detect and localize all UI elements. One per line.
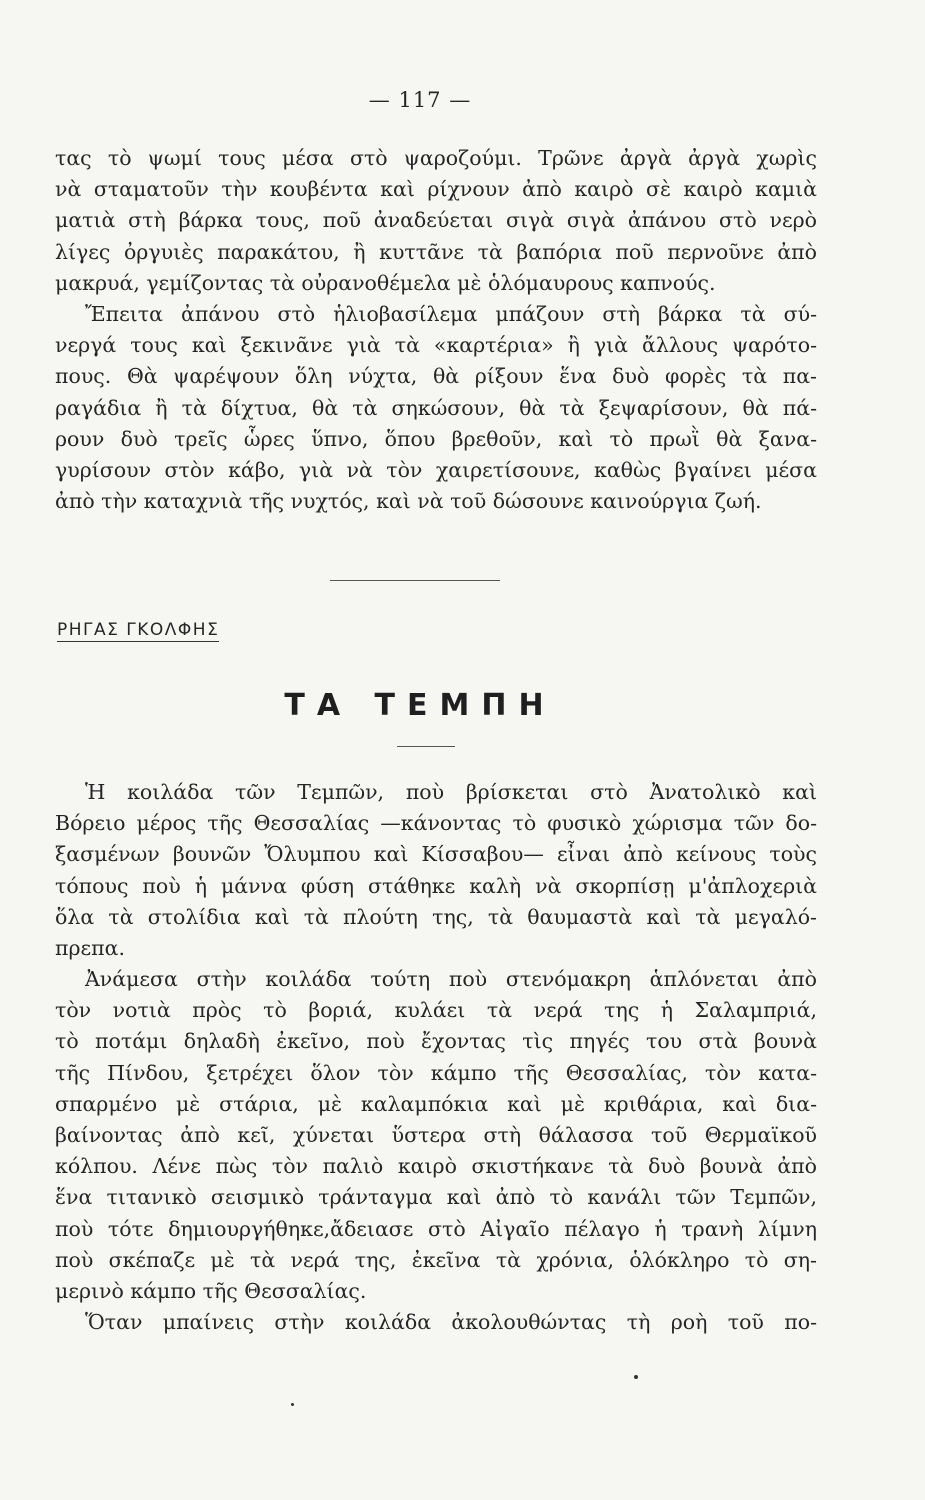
ink-speck	[291, 1403, 294, 1406]
text-line: ρουν δυὸ τρεῖς ὧρες ὕπνο, ὅπου βρεθοῦν, καὶ τὸ πρωῒ θὰ ξανα-	[55, 426, 817, 451]
article-author: ΡΗΓΑΣ ΓΚΟΛΦΗΣ	[57, 620, 220, 640]
text-line: Ἡ κοιλάδα τῶν Τεμπῶν, ποὺ βρίσκεται στὸ Ἀνατολικὸ καὶ	[85, 780, 817, 804]
continuation-paragraph	[55, 143, 817, 517]
ink-speck	[634, 1375, 638, 1379]
article-paragraph-1	[55, 777, 817, 964]
text-line: ἀπὸ τὴν καταχνιὰ τῆς νυχτός, καὶ νὰ τοῦ δώσουνε καινούργια ζωή.	[55, 489, 762, 514]
text-line: γυρίσουν στὸν κάβο, γιὰ νὰ τὸν χαιρετίσουνε, καθὼς βγαίνει μέσα	[55, 457, 817, 482]
text-line: ὅλα τὰ στολίδια καὶ τὰ πλούτη της, τὰ θαυμαστὰ καὶ τὰ μεγαλό-	[55, 904, 817, 929]
text-line: ματιὰ στὴ βάρκα τους, ποῦ ἀναδεύεται σιγὰ σιγὰ ἀπάνου στὸ νερὸ	[55, 208, 817, 233]
article-paragraph-3	[55, 1307, 817, 1338]
article-paragraph-2	[55, 964, 817, 1307]
text-line: Βόρειο μέρος τῆς Θεσσαλίας —κάνοντας τὸ φυσικὸ χώρισμα τῶν δο-	[55, 811, 817, 836]
text-line: τας τὸ ψωμί τους μέσα στὸ ψαροζούμι. Τρῶνε ἀργὰ ἀργὰ χωρὶς	[55, 146, 817, 170]
text-line: ξασμένων βουνῶν Ὄλυμπου καὶ Κίσσαβου— εἶναι ἀπὸ κείνους τοὺς	[55, 842, 817, 867]
text-line: μερινὸ κάμπο τῆς Θεσσαλίας.	[55, 1278, 367, 1303]
text-line: νεργά τους καὶ ξεκινᾶνε γιὰ τὰ «καρτέρια» ἢ γιὰ ἄλλους ψαρότο-	[55, 333, 817, 358]
text-line: κόλπου. Λένε πὼς τὸν παλιὸ καιρὸ σκιστήκανε τὰ δυὸ βουνὰ ἀπὸ	[55, 1154, 817, 1179]
section-divider	[330, 580, 500, 581]
text-line: πρεπα.	[55, 935, 125, 960]
text-line: ποὺ σκέπαζε μὲ τὰ νερά της, ἐκεῖνα τὰ χρόνια, ὁλόκληρο τὸ ση-	[55, 1247, 817, 1272]
text-line: σπαρμένο μὲ στάρια, μὲ καλαμπόκια καὶ μὲ κριθάρια, καὶ δια-	[55, 1091, 817, 1116]
text-line: τὸ ποτάμι δηλαδὴ ἐκεῖνο, ποὺ ἔχοντας τὶς πηγές του στὰ βουνὰ	[55, 1029, 817, 1054]
text-line: ραγάδια ἢ τὰ δίχτυα, θὰ τὰ σηκώσουν, θὰ τὰ ξεψαρίσουν, θὰ πά-	[55, 395, 817, 420]
text-line: ἕνα τιτανικὸ σεισμικὸ τράνταγμα καὶ ἀπὸ τὸ κανάλι τῶν Τεμπῶν,	[55, 1185, 817, 1210]
title-divider	[397, 746, 455, 747]
text-line: βαίνοντας ἀπὸ κεῖ, χύνεται ὕστερα στὴ θάλασσα τοῦ Θερμαϊκοῦ	[55, 1122, 817, 1147]
text-line: Ὅταν μπαίνεις στὴν κοιλάδα ἀκολουθώντας τὴ ροὴ τοῦ πο-	[85, 1310, 817, 1334]
text-line: μακρυά, γεμίζοντας τὰ οὐρανοθέμελα μὲ ὁλόμαυρους καπνούς.	[55, 270, 716, 295]
text-line: τόπους ποὺ ἡ μάννα φύση στάθηκε καλὴ νὰ σκορπίσῃ μ'ἀπλοχεριὰ	[55, 873, 817, 898]
article-title: ΤΑ ΤΕΜΠΗ	[284, 688, 556, 723]
text-line: τῆς Πίνδου, ξετρέχει ὅλον τὸν κάμπο τῆς Θεσσαλίας, τὸν κατα-	[55, 1060, 817, 1085]
text-line: τὸν νοτιὰ πρὸς τὸ βοριά, κυλάει τὰ νερά της ἡ Σαλαμπριά,	[55, 998, 817, 1023]
page-number: — 117 —	[368, 88, 472, 112]
text-line: Ἀνάμεσα στὴν κοιλάδα τούτη ποὺ στενόμακρη ἁπλόνεται ἀπὸ	[85, 967, 817, 991]
text-line: πους. Θὰ ψαρέψουν ὅλη νύχτα, θὰ ρίξουν ἕνα δυὸ φορὲς τὰ πα-	[55, 364, 817, 389]
text-line: νὰ σταματοῦν τὴν κουβέντα καὶ ρίχνουν ἀπὸ καιρὸ σὲ καιρὸ καμιὰ	[55, 177, 817, 202]
text-line: λίγες ὀργυιὲς παρακάτου, ἢ κυττᾶνε τὰ βαπόρια ποῦ περνοῦνε ἀπὸ	[55, 239, 817, 264]
text-line: ποὺ τότε δημιουργήθηκε,ἄδειασε στὸ Αἰγαῖο πέλαγο ἡ τρανὴ λίμνη	[55, 1216, 817, 1241]
text-line: Ἔπειτα ἀπάνου στὸ ἡλιοβασίλεμα μπάζουν στὴ βάρκα τὰ σύ-	[85, 301, 817, 326]
